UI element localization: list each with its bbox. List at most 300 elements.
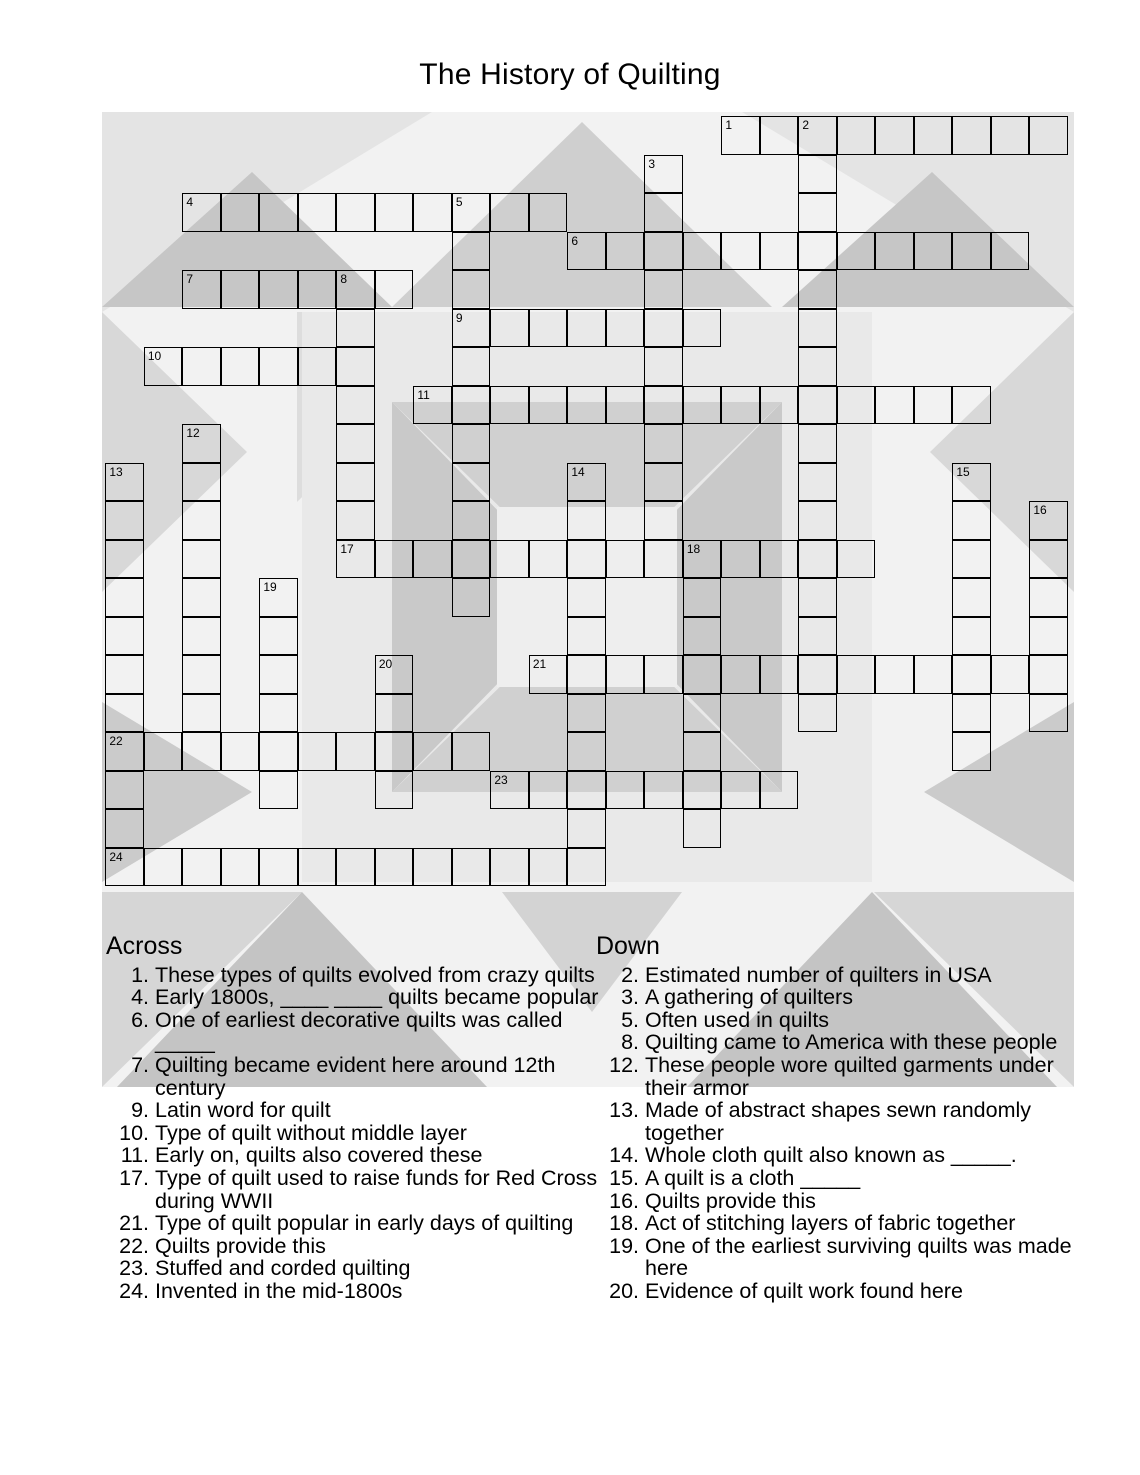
crossword-cell[interactable] xyxy=(452,848,491,887)
crossword-cell[interactable] xyxy=(259,694,298,733)
crossword-cell[interactable] xyxy=(606,232,645,271)
crossword-cell[interactable] xyxy=(721,540,760,579)
down-clue xyxy=(596,1144,1096,1167)
crossword-cell[interactable] xyxy=(644,232,683,271)
crossword-cell[interactable] xyxy=(105,809,144,848)
crossword-cell[interactable] xyxy=(683,732,722,771)
crossword-cell[interactable] xyxy=(798,232,837,271)
clue-number: 5. xyxy=(621,1007,639,1032)
down-heading: Down xyxy=(596,932,660,960)
crossword-cell[interactable] xyxy=(529,655,568,694)
crossword-cell[interactable] xyxy=(644,270,683,309)
crossword-cell[interactable] xyxy=(991,655,1030,694)
crossword-cell[interactable] xyxy=(259,848,298,887)
crossword-cell[interactable] xyxy=(529,771,568,810)
crossword-cell[interactable] xyxy=(760,655,799,694)
cell-number: 23 xyxy=(494,772,508,787)
clue-text: Invented in the mid-1800s xyxy=(155,1278,403,1303)
clue-text: Act of stitching layers of fabric together xyxy=(645,1211,1016,1236)
crossword-cell[interactable] xyxy=(567,463,606,502)
crossword-cell[interactable] xyxy=(336,309,375,348)
crossword-cell[interactable] xyxy=(336,193,375,232)
crossword-cell[interactable] xyxy=(760,540,799,579)
cell-number: 20 xyxy=(378,657,393,672)
cell-number: 2 xyxy=(802,118,809,133)
clue-text: Type of quilt popular in early days of quilting xyxy=(155,1211,574,1236)
crossword-cell[interactable] xyxy=(798,347,837,386)
clue-number: 10. xyxy=(119,1120,149,1145)
crossword-cell[interactable] xyxy=(798,463,837,502)
down-clue xyxy=(596,1054,1096,1099)
crossword-cell[interactable] xyxy=(644,655,683,694)
clue-number: 2. xyxy=(621,962,639,987)
crossword-cell[interactable] xyxy=(567,540,606,579)
crossword-cell[interactable] xyxy=(952,501,991,540)
cell-number: 4 xyxy=(186,195,193,210)
crossword-cell[interactable] xyxy=(413,540,452,579)
clue-number: 11. xyxy=(120,1143,149,1168)
crossword-cell[interactable] xyxy=(875,232,914,271)
clue-text: Type of quilt used to raise funds for Red Cross during WWII xyxy=(155,1165,598,1213)
down-clue xyxy=(596,964,1096,987)
across-clue xyxy=(106,1144,601,1167)
clue-number: 17. xyxy=(119,1165,149,1190)
crossword-cell[interactable] xyxy=(144,347,183,386)
crossword-cell[interactable] xyxy=(798,193,837,232)
crossword-cell[interactable] xyxy=(606,309,645,348)
crossword-cell[interactable] xyxy=(760,232,799,271)
clue-text: Made of abstract shapes sewn randomly together xyxy=(645,1098,1032,1145)
crossword-cell[interactable] xyxy=(837,116,876,155)
cell-number: 13 xyxy=(109,464,123,479)
cell-number: 17 xyxy=(340,541,354,556)
clue-number: 7. xyxy=(131,1052,149,1077)
crossword-cell[interactable] xyxy=(952,116,991,155)
crossword-cell[interactable] xyxy=(105,540,144,579)
crossword-cell[interactable] xyxy=(259,193,298,232)
crossword-cell[interactable] xyxy=(875,655,914,694)
crossword-cell[interactable] xyxy=(567,501,606,540)
crossword-cell[interactable] xyxy=(490,386,529,425)
across-clue xyxy=(106,1280,601,1303)
across-clue xyxy=(106,1099,601,1122)
crossword-cell[interactable] xyxy=(182,424,221,463)
crossword-cell[interactable] xyxy=(760,116,799,155)
crossword-cell[interactable] xyxy=(798,309,837,348)
crossword-cell[interactable] xyxy=(798,116,837,155)
clue-number: 8. xyxy=(621,1030,639,1055)
crossword-cell[interactable] xyxy=(452,270,491,309)
crossword-cell[interactable] xyxy=(837,386,876,425)
crossword-cell[interactable] xyxy=(144,732,183,771)
clue-number: 16. xyxy=(609,1188,639,1213)
crossword-cell[interactable] xyxy=(452,578,491,617)
crossword-cell[interactable] xyxy=(452,424,491,463)
crossword-cell[interactable] xyxy=(452,232,491,271)
crossword-cell[interactable] xyxy=(452,540,491,579)
crossword-cell[interactable] xyxy=(105,694,144,733)
crossword-cell[interactable] xyxy=(683,809,722,848)
clue-text: Quilts provide this xyxy=(645,1188,816,1213)
crossword-cell[interactable] xyxy=(529,848,568,887)
crossword-cell[interactable] xyxy=(644,386,683,425)
down-clues xyxy=(596,932,1096,1303)
down-clue xyxy=(596,986,1096,1009)
crossword-cell[interactable] xyxy=(798,540,837,579)
crossword-cell[interactable] xyxy=(105,732,144,771)
crossword-cell[interactable] xyxy=(1029,501,1068,540)
crossword-cell[interactable] xyxy=(413,732,452,771)
crossword-cell[interactable] xyxy=(644,155,683,194)
crossword-cell[interactable] xyxy=(798,578,837,617)
cell-number: 9 xyxy=(455,310,463,325)
crossword-cell[interactable] xyxy=(683,309,722,348)
crossword-cell[interactable] xyxy=(375,732,414,771)
crossword-cell[interactable] xyxy=(1029,694,1068,733)
clue-text: These types of quilts evolved from crazy quilts xyxy=(155,962,595,987)
crossword-cell[interactable] xyxy=(991,116,1030,155)
clue-text: Quilting came to America with these people xyxy=(645,1030,1058,1055)
clue-number: 24. xyxy=(119,1278,149,1303)
crossword-cell[interactable] xyxy=(529,386,568,425)
down-clue xyxy=(596,1235,1096,1280)
cell-number: 8 xyxy=(340,272,347,287)
crossword-cell[interactable] xyxy=(798,155,837,194)
crossword-cell[interactable] xyxy=(452,309,491,348)
crossword-cell[interactable] xyxy=(1029,655,1068,694)
crossword-cell[interactable] xyxy=(721,655,760,694)
across-clue xyxy=(106,1009,601,1054)
crossword-cell[interactable] xyxy=(413,193,452,232)
crossword-cell[interactable] xyxy=(721,771,760,810)
crossword-cell[interactable] xyxy=(952,578,991,617)
crossword-cell[interactable] xyxy=(914,116,953,155)
clue-number: 12. xyxy=(609,1052,639,1077)
crossword-cell[interactable] xyxy=(182,193,221,232)
crossword-cell[interactable] xyxy=(567,232,606,271)
cell-number: 21 xyxy=(532,657,547,672)
clue-text: One of earliest decorative quilts was called _____ xyxy=(155,1007,563,1055)
crossword-cell[interactable] xyxy=(452,386,491,425)
cell-number: 5 xyxy=(455,195,463,210)
cell-number: 10 xyxy=(147,349,162,364)
crossword-cell[interactable] xyxy=(606,540,645,579)
crossword-cell[interactable] xyxy=(567,578,606,617)
crossword-cell[interactable] xyxy=(221,848,260,887)
crossword-cell[interactable] xyxy=(452,732,491,771)
cell-number: 12 xyxy=(186,426,200,441)
crossword-cell[interactable] xyxy=(644,463,683,502)
crossword-cell[interactable] xyxy=(105,848,144,887)
crossword-cell[interactable] xyxy=(991,232,1030,271)
cell-number: 15 xyxy=(956,464,970,479)
crossword-cell[interactable] xyxy=(683,694,722,733)
cell-number: 19 xyxy=(263,580,277,595)
crossword-cell[interactable] xyxy=(259,347,298,386)
clue-text: A gathering of quilters xyxy=(645,985,853,1010)
crossword-cell[interactable] xyxy=(452,347,491,386)
crossword-cell[interactable] xyxy=(567,309,606,348)
crossword-cell[interactable] xyxy=(182,501,221,540)
crossword-cell[interactable] xyxy=(798,501,837,540)
crossword-cell[interactable] xyxy=(259,578,298,617)
crossword-cell[interactable] xyxy=(182,848,221,887)
across-clue xyxy=(106,1054,601,1099)
down-clue xyxy=(596,1280,1096,1303)
crossword-cell[interactable] xyxy=(490,848,529,887)
across-clue xyxy=(106,1212,601,1235)
crossword-cell[interactable] xyxy=(875,386,914,425)
crossword-cell[interactable] xyxy=(952,386,991,425)
crossword-cell[interactable] xyxy=(490,193,529,232)
down-clue xyxy=(596,1190,1096,1213)
crossword-cell[interactable] xyxy=(336,424,375,463)
clue-number: 6. xyxy=(131,1007,149,1032)
crossword-cell[interactable] xyxy=(375,771,414,810)
crossword-cell[interactable] xyxy=(567,771,606,810)
crossword-cell[interactable] xyxy=(105,617,144,656)
crossword-cell[interactable] xyxy=(798,655,837,694)
crossword-cell[interactable] xyxy=(644,540,683,579)
crossword-cell[interactable] xyxy=(644,771,683,810)
clue-text: Quilting became evident here around 12th century xyxy=(155,1052,556,1100)
crossword-cell[interactable] xyxy=(336,270,375,309)
clue-number: 19. xyxy=(609,1233,639,1258)
crossword-cell[interactable] xyxy=(298,193,337,232)
crossword-cell[interactable] xyxy=(837,655,876,694)
crossword-cell[interactable] xyxy=(336,463,375,502)
crossword-cell[interactable] xyxy=(798,270,837,309)
crossword-cell[interactable] xyxy=(798,617,837,656)
crossword-cell[interactable] xyxy=(721,116,760,155)
clue-number: 18. xyxy=(609,1211,639,1236)
crossword-cell[interactable] xyxy=(336,347,375,386)
crossword-cell[interactable] xyxy=(721,386,760,425)
crossword-cell[interactable] xyxy=(875,116,914,155)
crossword-cell[interactable] xyxy=(952,232,991,271)
cell-number: 7 xyxy=(186,272,193,287)
crossword-cell[interactable] xyxy=(952,655,991,694)
crossword-cell[interactable] xyxy=(567,617,606,656)
crossword-cell[interactable] xyxy=(182,540,221,579)
crossword-cell[interactable] xyxy=(452,463,491,502)
across-heading: Across xyxy=(106,932,183,960)
crossword-cell[interactable] xyxy=(798,694,837,733)
cell-number: 3 xyxy=(648,156,655,171)
crossword-cell[interactable] xyxy=(606,386,645,425)
clue-text: Whole cloth quilt also known as _____. xyxy=(645,1143,1017,1168)
crossword-cell[interactable] xyxy=(221,193,260,232)
across-clue xyxy=(106,964,601,987)
crossword-cell[interactable] xyxy=(683,655,722,694)
crossword-cell[interactable] xyxy=(182,655,221,694)
crossword-cell[interactable] xyxy=(182,617,221,656)
crossword-cell[interactable] xyxy=(760,386,799,425)
crossword-cell[interactable] xyxy=(413,386,452,425)
crossword-cell[interactable] xyxy=(259,771,298,810)
crossword-cell[interactable] xyxy=(644,309,683,348)
crossword-cell[interactable] xyxy=(298,848,337,887)
clue-text: Early 1800s, ____ ____ quilts became popular xyxy=(155,985,599,1010)
clue-text: Estimated number of quilters in USA xyxy=(645,962,992,987)
crossword-cell[interactable] xyxy=(105,501,144,540)
crossword-cell[interactable] xyxy=(529,193,568,232)
crossword-cell[interactable] xyxy=(798,424,837,463)
down-clue xyxy=(596,1031,1096,1054)
crossword-cell[interactable] xyxy=(259,270,298,309)
across-clue xyxy=(106,986,601,1009)
crossword-cell[interactable] xyxy=(683,232,722,271)
cell-number: 22 xyxy=(109,734,123,749)
crossword-cell[interactable] xyxy=(375,270,414,309)
crossword-cell[interactable] xyxy=(221,732,260,771)
crossword-cell[interactable] xyxy=(683,617,722,656)
crossword-cell[interactable] xyxy=(760,771,799,810)
clue-text: A quilt is a cloth _____ xyxy=(645,1165,861,1190)
clue-number: 3. xyxy=(621,985,639,1010)
crossword-cell[interactable] xyxy=(144,848,183,887)
crossword-cell[interactable] xyxy=(837,232,876,271)
crossword-cell[interactable] xyxy=(567,386,606,425)
clue-number: 22. xyxy=(119,1233,149,1258)
across-clue xyxy=(106,1257,601,1280)
clue-text: Stuffed and corded quilting xyxy=(155,1256,411,1281)
clue-number: 23. xyxy=(119,1256,149,1281)
clue-text: These people wore quilted garments under their armor xyxy=(645,1052,1054,1100)
clue-number: 13. xyxy=(609,1098,639,1123)
page-title: The History of Quilting xyxy=(419,58,721,91)
crossword-cell[interactable] xyxy=(298,732,337,771)
clue-number: 1. xyxy=(131,962,149,987)
crossword-cell[interactable] xyxy=(567,809,606,848)
crossword-cell[interactable] xyxy=(490,771,529,810)
crossword-cell[interactable] xyxy=(644,501,683,540)
crossword-cell[interactable] xyxy=(375,694,414,733)
crossword-cell[interactable] xyxy=(105,655,144,694)
crossword-cell[interactable] xyxy=(914,655,953,694)
clue-text: Early on, quilts also covered these xyxy=(155,1143,483,1168)
crossword-cell[interactable] xyxy=(567,732,606,771)
crossword-cell[interactable] xyxy=(567,848,606,887)
crossword-cell[interactable] xyxy=(452,501,491,540)
crossword-cell[interactable] xyxy=(529,540,568,579)
clue-number: 15. xyxy=(609,1165,639,1190)
crossword-cell[interactable] xyxy=(644,347,683,386)
crossword-cell[interactable] xyxy=(644,193,683,232)
crossword-cell[interactable] xyxy=(413,848,452,887)
crossword-cell[interactable] xyxy=(259,732,298,771)
crossword-cell[interactable] xyxy=(336,848,375,887)
down-clue xyxy=(596,1167,1096,1190)
crossword-cell[interactable] xyxy=(683,540,722,579)
crossword-cell[interactable] xyxy=(182,463,221,502)
crossword-cell[interactable] xyxy=(567,694,606,733)
clue-text: Latin word for quilt xyxy=(155,1098,331,1123)
crossword-cell[interactable] xyxy=(182,270,221,309)
clue-text: Quilts provide this xyxy=(155,1233,326,1258)
across-clues xyxy=(106,932,601,1303)
clue-text: Evidence of quilt work found here xyxy=(645,1278,963,1303)
clue-number: 9. xyxy=(131,1098,149,1123)
across-clue xyxy=(106,1235,601,1258)
crossword-cell[interactable] xyxy=(221,270,260,309)
crossword-cell[interactable] xyxy=(567,655,606,694)
down-clue xyxy=(596,1212,1096,1235)
cell-number: 6 xyxy=(571,233,578,248)
crossword-cell[interactable] xyxy=(375,193,414,232)
crossword-cell[interactable] xyxy=(182,694,221,733)
clue-text: One of the earliest surviving quilts was made here xyxy=(645,1233,1072,1281)
crossword-cell[interactable] xyxy=(375,540,414,579)
crossword-cell[interactable] xyxy=(644,424,683,463)
crossword-cell[interactable] xyxy=(221,347,260,386)
crossword-cell[interactable] xyxy=(336,732,375,771)
cell-number: 11 xyxy=(417,387,430,402)
across-clue xyxy=(106,1167,601,1212)
crossword-cell[interactable] xyxy=(182,578,221,617)
clue-number: 21. xyxy=(119,1211,149,1236)
cell-number: 18 xyxy=(686,541,701,556)
crossword-cell[interactable] xyxy=(952,463,991,502)
crossword-cell[interactable] xyxy=(298,347,337,386)
crossword-cell[interactable] xyxy=(259,617,298,656)
crossword-cell[interactable] xyxy=(606,655,645,694)
across-clue xyxy=(106,1122,601,1145)
crossword-cell[interactable] xyxy=(529,309,568,348)
crossword-cell[interactable] xyxy=(336,540,375,579)
crossword-cell[interactable] xyxy=(182,732,221,771)
crossword-cell[interactable] xyxy=(914,232,953,271)
crossword-cell[interactable] xyxy=(490,540,529,579)
crossword-cell[interactable] xyxy=(683,386,722,425)
crossword-cell[interactable] xyxy=(490,309,529,348)
clue-number: 4. xyxy=(131,985,149,1010)
crossword-cell[interactable] xyxy=(952,732,991,771)
crossword-cell[interactable] xyxy=(375,848,414,887)
crossword-cell[interactable] xyxy=(952,617,991,656)
clue-number: 20. xyxy=(609,1278,639,1303)
crossword-cell[interactable] xyxy=(1029,540,1068,579)
clue-text: Type of quilt without middle layer xyxy=(155,1120,467,1145)
crossword-cell[interactable] xyxy=(1029,116,1068,155)
crossword-cell[interactable] xyxy=(952,694,991,733)
crossword-cell[interactable] xyxy=(298,270,337,309)
crossword-cell[interactable] xyxy=(798,386,837,425)
crossword-cell[interactable] xyxy=(336,386,375,425)
crossword-cell[interactable] xyxy=(375,655,414,694)
clue-text: Often used in quilts xyxy=(645,1007,830,1032)
crossword-cell[interactable] xyxy=(259,655,298,694)
crossword-cell[interactable] xyxy=(683,578,722,617)
crossword-cell[interactable] xyxy=(914,386,953,425)
crossword-cell[interactable] xyxy=(452,193,491,232)
cell-number: 14 xyxy=(571,464,585,479)
cell-number: 16 xyxy=(1033,503,1047,518)
crossword-cell[interactable] xyxy=(336,501,375,540)
crossword-cell[interactable] xyxy=(837,540,876,579)
crossword-cell[interactable] xyxy=(105,771,144,810)
crossword-cell[interactable] xyxy=(683,771,722,810)
crossword-cell[interactable] xyxy=(721,232,760,271)
crossword-cell[interactable] xyxy=(105,463,144,502)
crossword-cell[interactable] xyxy=(606,771,645,810)
crossword-cell[interactable] xyxy=(105,578,144,617)
crossword-cell[interactable] xyxy=(1029,578,1068,617)
crossword-cell[interactable] xyxy=(1029,617,1068,656)
crossword-cell[interactable] xyxy=(952,540,991,579)
crossword-cell[interactable] xyxy=(182,347,221,386)
cell-number: 24 xyxy=(109,849,123,864)
